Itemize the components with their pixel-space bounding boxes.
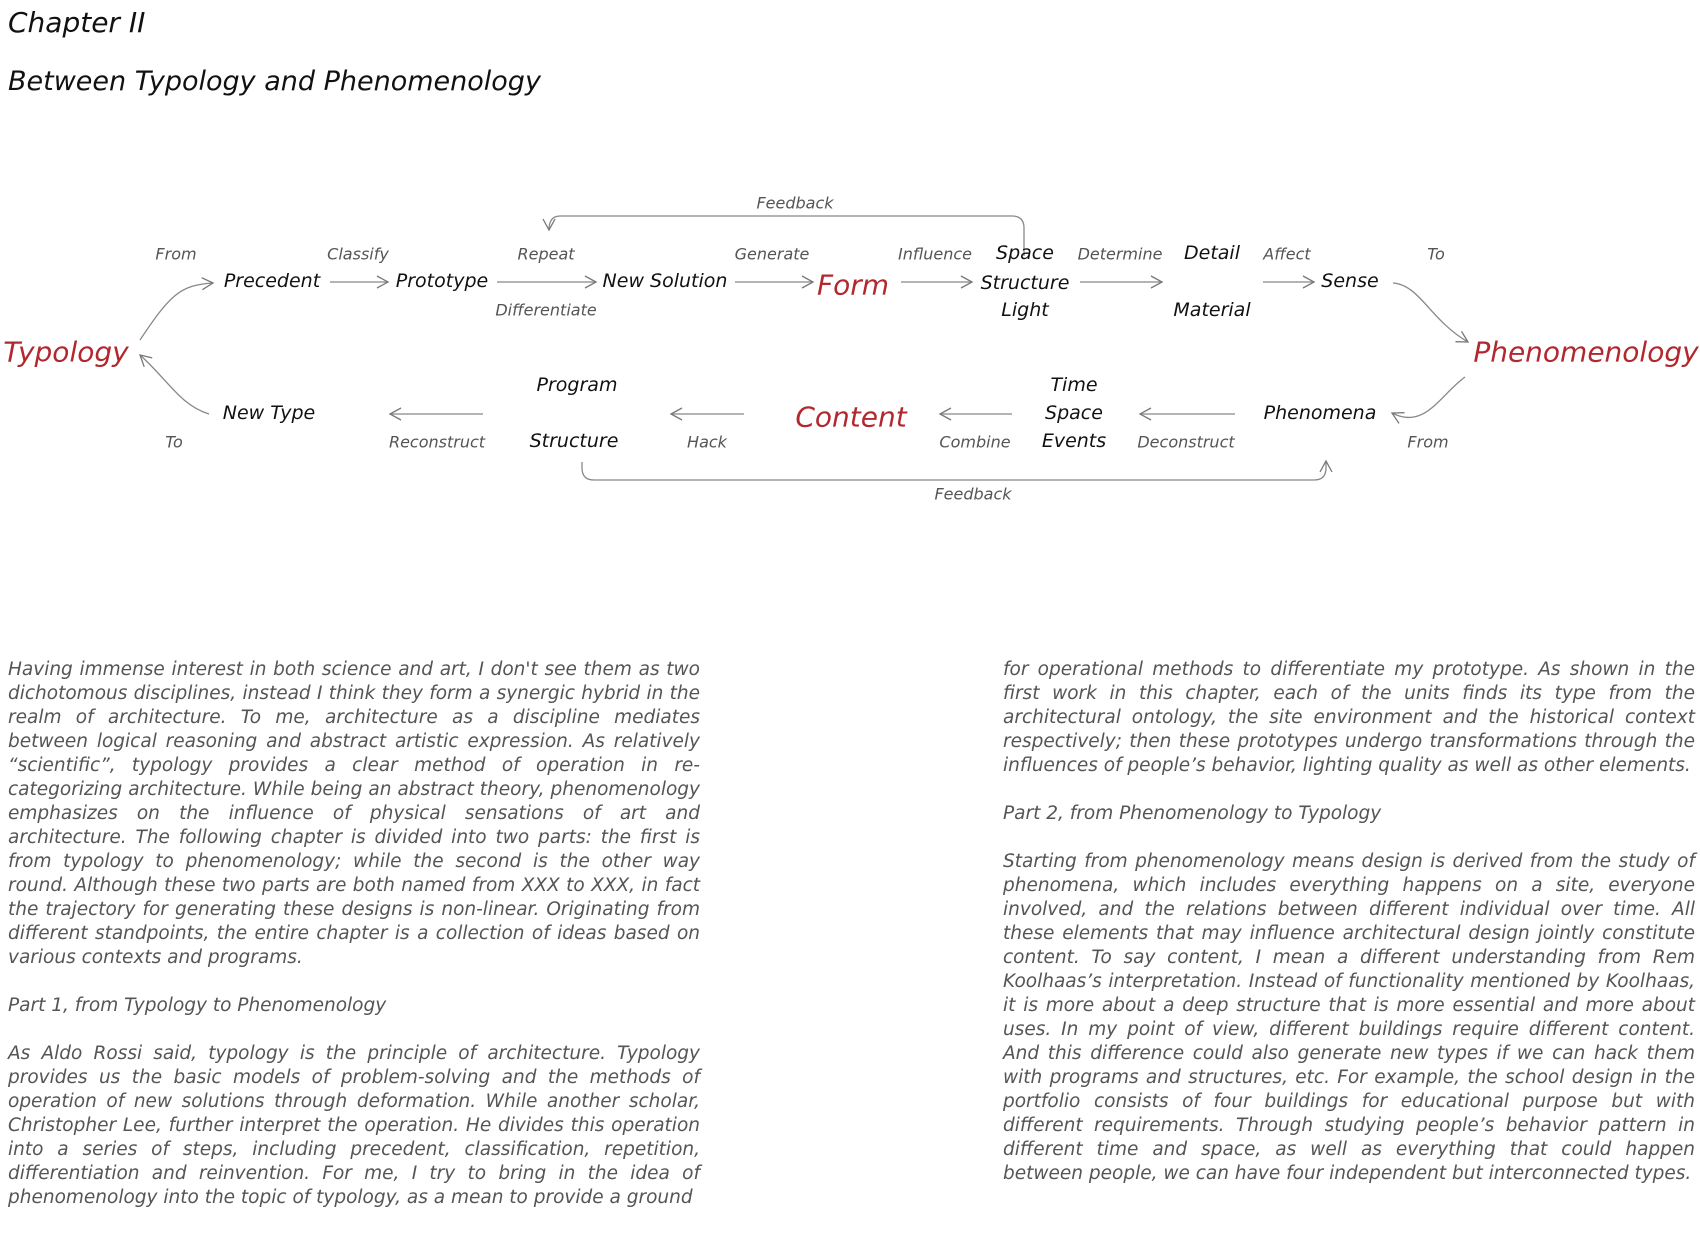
verb-to-top: To [1427,244,1445,264]
node-detail: Detail [1184,242,1240,264]
arrow-phenomenology-to-phenomena [1392,377,1465,418]
node-phenomena: Phenomena [1263,402,1377,424]
node-precedent: Precedent [223,270,321,292]
text-column-right [1003,658,1695,1210]
verb-differentiate: Differentiate [495,300,597,320]
verb-classify: Classify [327,244,389,264]
verb-influence: Influence [898,244,972,264]
arrow-sense-to-phenomenology [1393,283,1468,342]
verb-from-bottom: From [1407,432,1449,452]
verb-hack: Hack [687,432,727,452]
verb-generate: Generate [734,244,810,264]
node-sense: Sense [1321,270,1379,292]
verb-deconstruct: Deconstruct [1137,432,1235,452]
arrow-newtype-to-typology [140,355,209,414]
verb-from-top: From [155,244,197,264]
node-events: Events [1041,430,1107,452]
node-time: Time [1050,374,1098,396]
arrow-typology-to-precedent [140,283,213,340]
node-space-bottom: Space [1045,402,1103,424]
feedback-bottom-arrow [582,461,1326,480]
intro-paragraph: Having immense interest in both science and art, I don't see them as two dichotomous disciplines, instead I think they form a synergic hybrid in the realm of architecture. To me, architecture as a discipline mediates between logical reasoning and abstract artistic expression. As relatively “scientific”, typology provides a clear method of operation in re-categorizing architecture. While being an abstract theory, phenomenology emphasizes on the influence of physical sensations of art and architecture. The following chapter is divided into two parts: the first is from typology to phenomenology; while the second is the other way round. Although these two parts are both named from XXX to XXX, in fact the trajectory for generating these designs is non-linear. Originating from different standpoints, the entire chapter is a collection of ideas based on various contexts and programs. [8,659,700,968]
node-new-type: New Type [222,402,316,424]
typology-node: Typology [3,335,129,369]
node-material: Material [1173,299,1251,321]
content-node: Content [795,400,907,434]
node-structure-bottom: Structure [529,430,619,452]
verb-to-bottom: To [165,432,183,452]
diagram-arrows [0,180,1700,560]
node-space: Space [996,242,1054,264]
typology-phenomenology-diagram [0,180,1700,560]
verb-reconstruct: Reconstruct [388,432,486,452]
page-title: Between Typology and Phenomenology [8,66,541,97]
part1-heading: Part 1, from Typology to Phenomenology [8,995,387,1016]
part2-heading: Part 2, from Phenomenology to Typology [1003,803,1382,824]
node-light: Light [1001,299,1049,321]
feedback-top-label: Feedback [756,193,834,213]
text-column-left [8,658,700,1234]
node-new-solution: New Solution [602,270,728,292]
chapter-label: Chapter II [8,6,146,39]
node-program: Program [536,374,618,396]
verb-determine: Determine [1077,244,1163,264]
node-prototype: Prototype [395,270,489,292]
form-node: Form [816,268,890,302]
phenomenology-node: Phenomenology [1473,335,1699,369]
part1-paragraph: As Aldo Rossi said, typology is the principle of architecture. Typology provides us the basic models of problem-solving and the methods of operation of new solutions through deformation. While another scholar, Christopher Lee, further interpret the operation. He divides this operation into a series of steps, including precedent, classification, repetition, differentiation and reinvention. For me, I try to bring in the idea of phenomenology into the topic of typology, as a mean to provide a ground [8,1043,700,1208]
part1-continuation-paragraph: for operational methods to differentiate my prototype. As shown in the first work in this chapter, each of the units finds its type from the architectural ontology, the site environment and the historical context respectively; then these prototypes undergo transformations through the influences of people’s behavior, lighting quality as well as other elements. [1003,659,1695,776]
verb-combine: Combine [939,432,1011,452]
verb-affect: Affect [1263,244,1311,264]
node-structure-top: Structure [980,272,1070,294]
feedback-bottom-label: Feedback [934,484,1012,504]
part2-paragraph: Starting from phenomenology means design is derived from the study of phenomena, which includes everything happens on a site, everyone involved, and the relations between different individual over time. All these elements that may influence architectural design jointly constitute content. To say content, I mean a different understanding from Rem Koolhaas’s interpretation. Instead of functionality mentioned by Koolhaas, it is more about a deep structure that is more essential and more about uses. In my point of view, different buildings require different content. And this difference could also generate new types if we can hack them with programs and structures, etc. For example, the school design in the portfolio consists of four buildings for educational purpose but with different requirements. Through studying people’s behavior pattern in different time and space, as well as everything that could happen between people, we can have four independent but interconnected types. [1003,851,1695,1184]
verb-repeat: Repeat [517,244,575,264]
